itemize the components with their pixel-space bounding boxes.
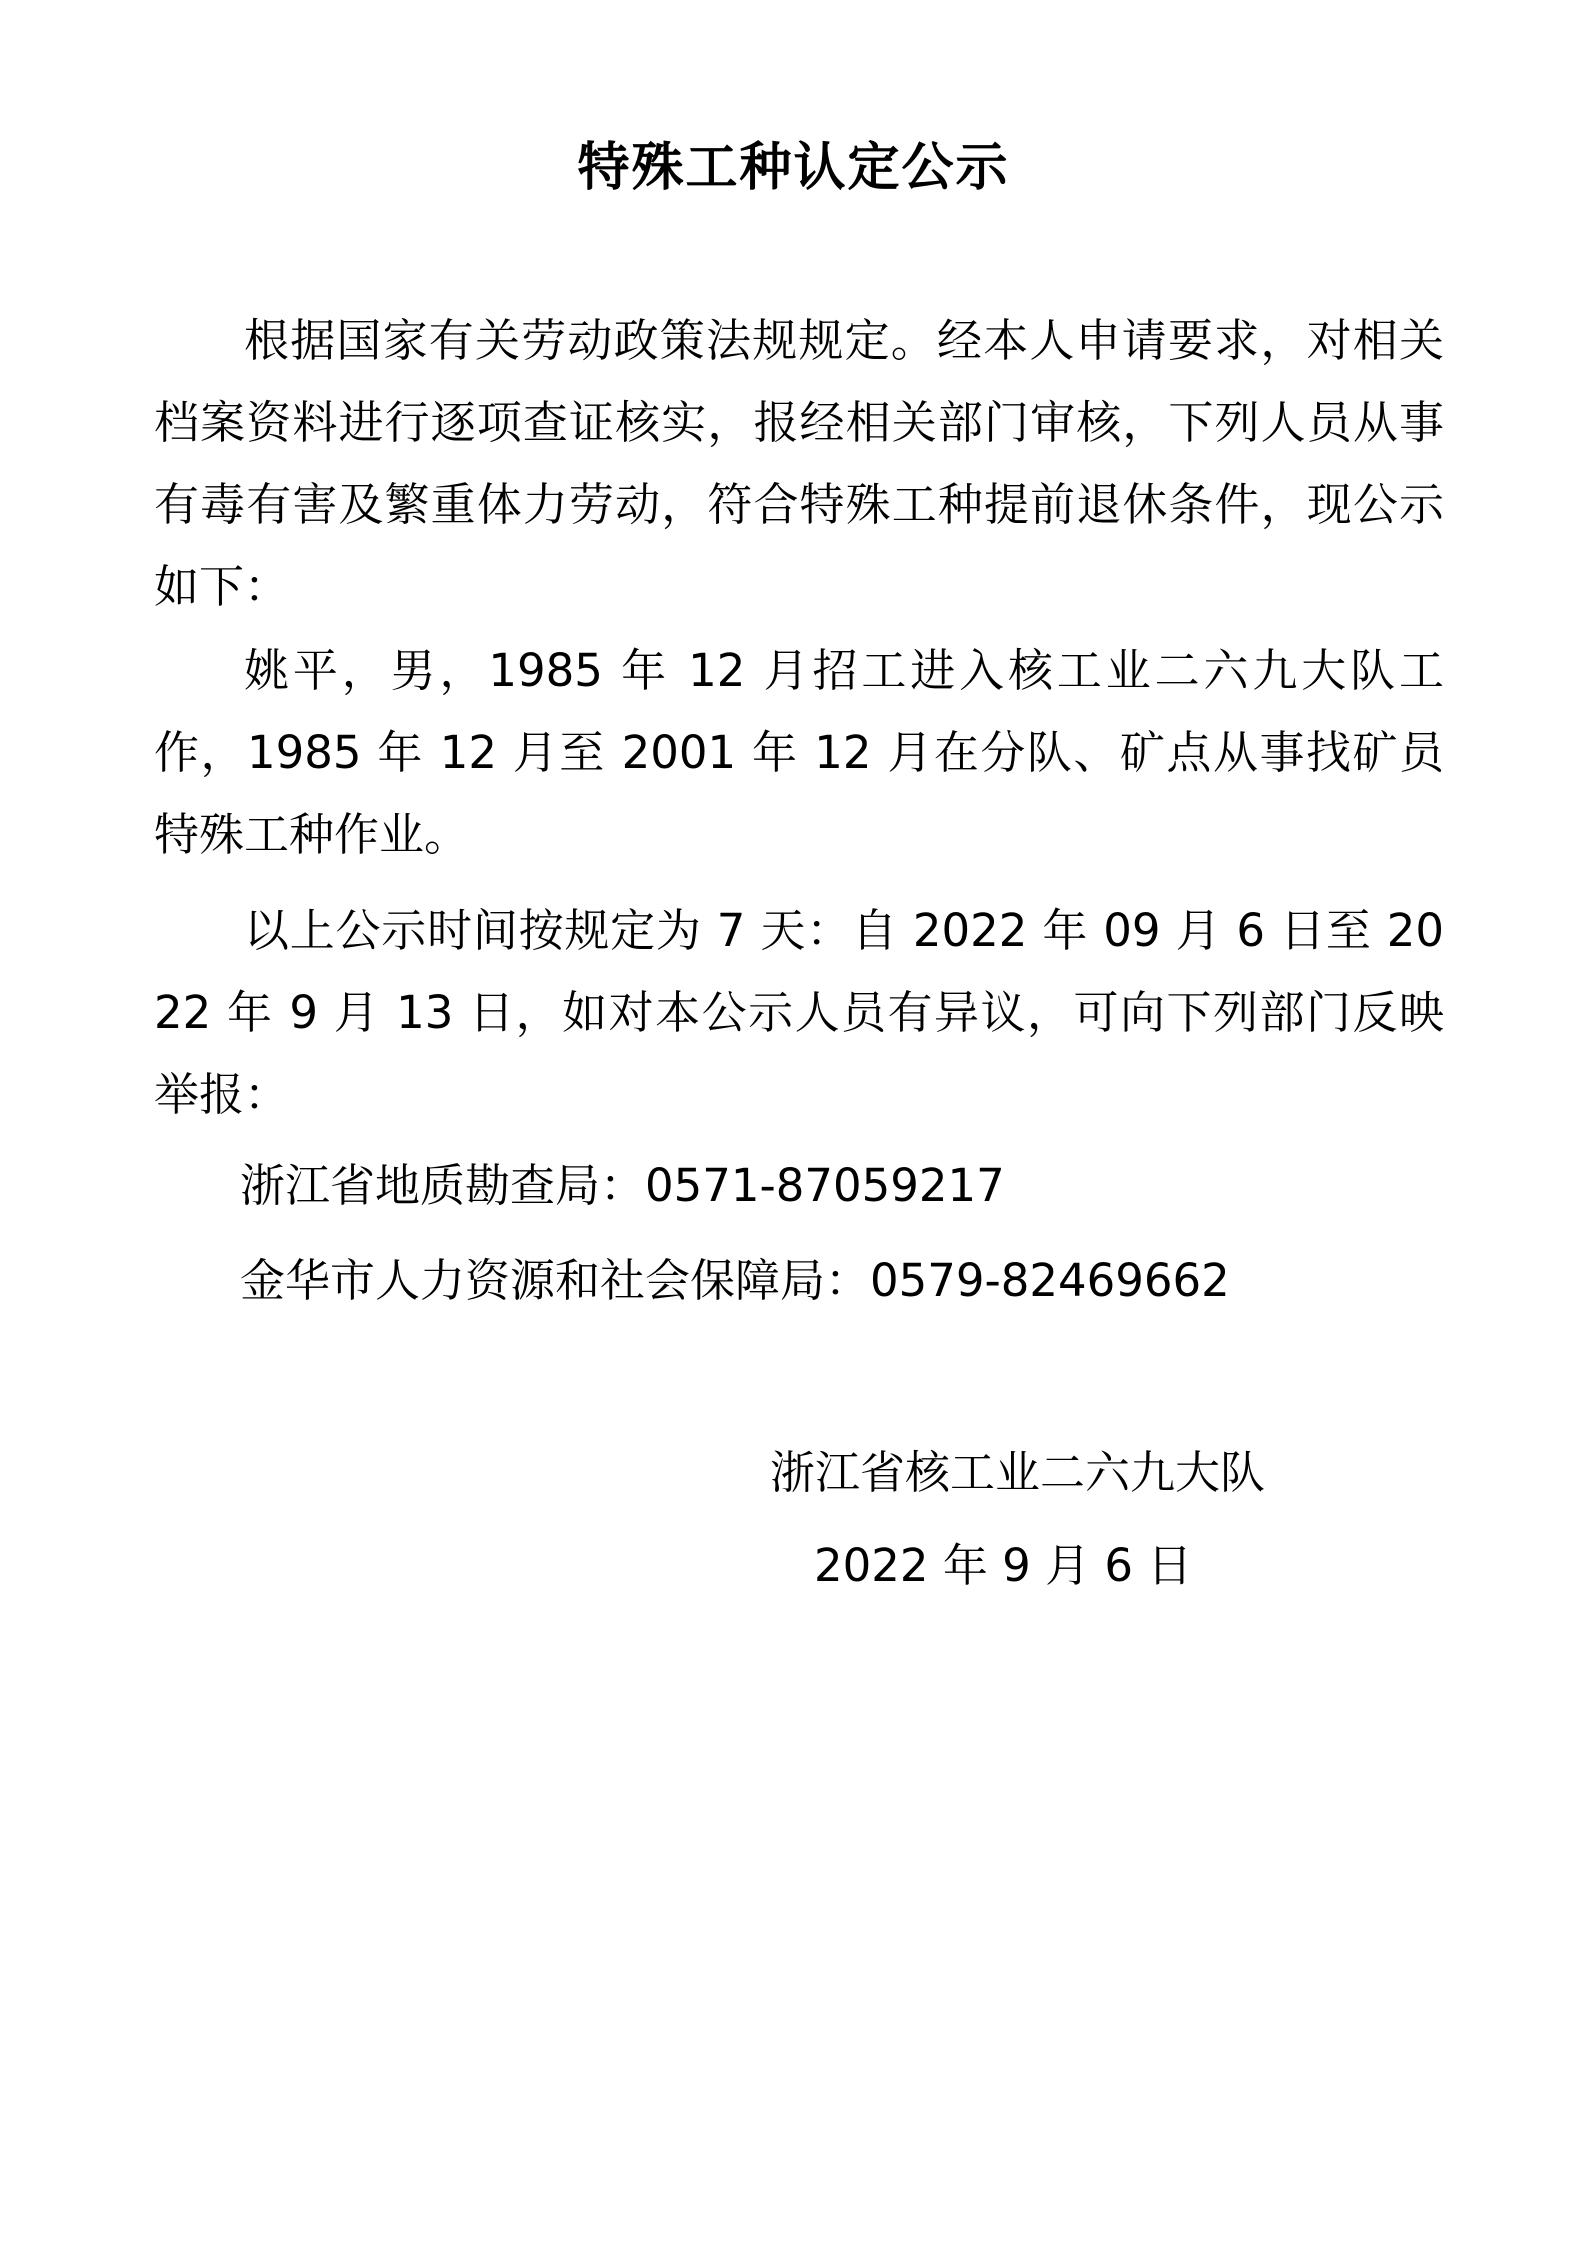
contact-hr-bureau: 金华市人力资源和社会保障局：0579-82469662 [240, 1254, 1230, 1307]
paragraph-person: 姚平，男，1985 年 12 月招工进入核工业二六九大队工作，1985 年 12 月至 2001 年 12 月在分队、矿点从事找矿员特殊工种作业。 [154, 644, 1444, 861]
contact-geology-bureau: 浙江省地质勘查局：0571-87059217 [240, 1159, 1005, 1212]
signature-organization: 浙江省核工业二六九大队 [770, 1446, 1266, 1499]
paragraph-period: 以上公示时间按规定为 7 天：自 2022 年 09 月 6 日至 2022 年 9 月 13 日，如对本公示人员有异议，可向下列部门反映举报： [154, 904, 1444, 1121]
page-title: 特殊工种认定公示 [577, 138, 1010, 198]
signature-date: 2022 年 9 月 6 日 [814, 1539, 1193, 1592]
paragraph-basis: 根据国家有关劳动政策法规规定。经本人申请要求，对相关档案资料进行逐项查证核实，报经相关部门审核，下列人员从事有毒有害及繁重体力劳动，符合特殊工种提前退休条件，现公示如下： [154, 314, 1444, 613]
